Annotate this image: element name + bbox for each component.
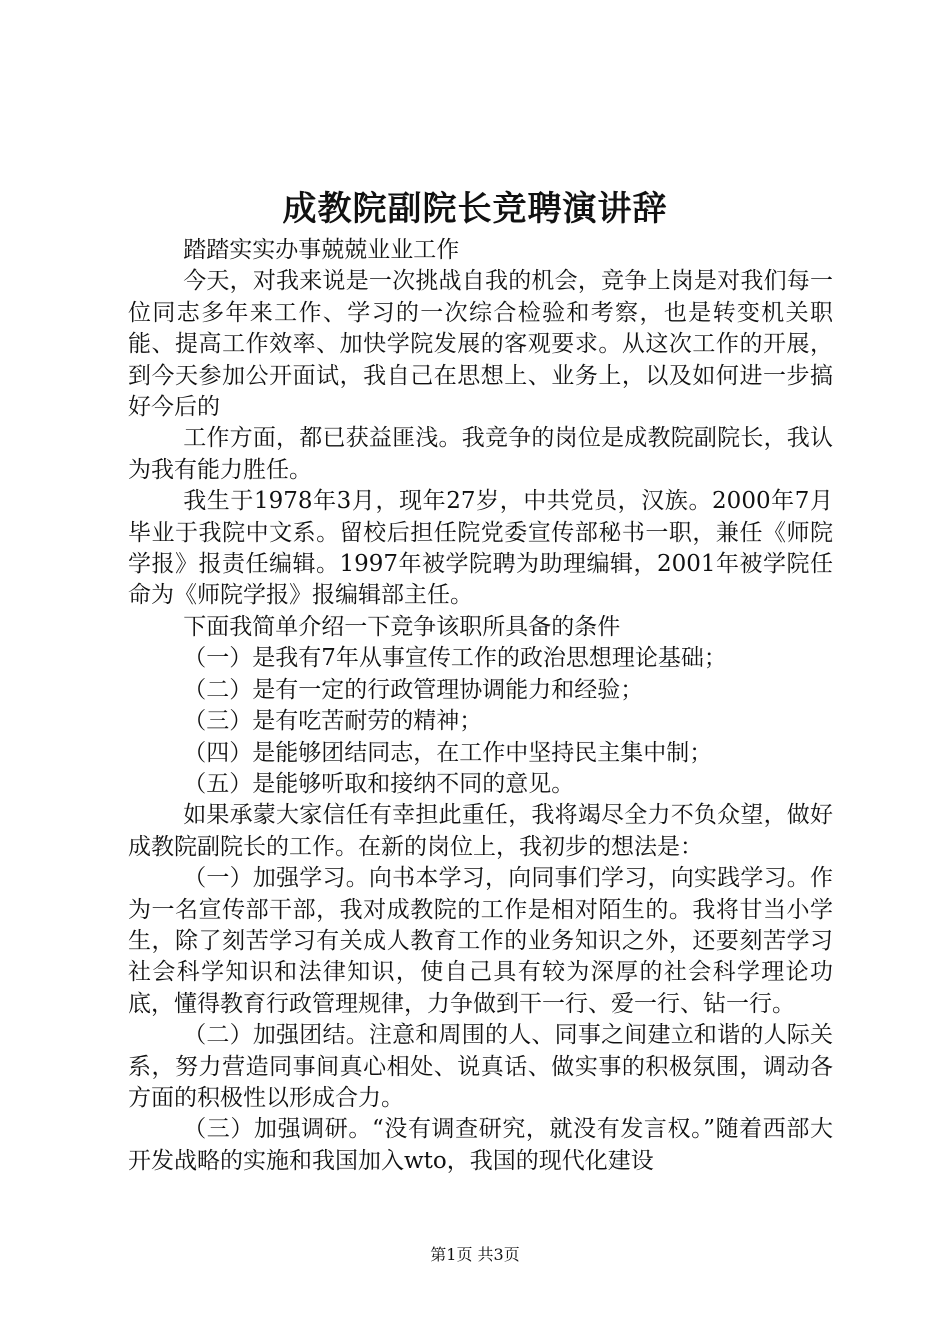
paragraph: 我生于1978年3月，现年27岁，中共党员，汉族。2000年7月毕业于我院中文系。留校后担任院党委宣传部秘书一职，兼任《师院学报》报责任编辑。1997年被学院聘为助理编辑，2001年被学院任命为《师院学报》报编辑部主任。 — [128, 488, 833, 609]
list-item: （二）是有一定的行政管理协调能力和经验； — [183, 676, 644, 703]
paragraph: 如果承蒙大家信任有幸担此重任，我将竭尽全力不负众望，做好成教院副院长的工作。在新的岗位上，我初步的想法是： — [128, 802, 833, 860]
paragraph: （一）加强学习。向书本学习，向同事们学习，向实践学习。作为一名宣传部干部，我对成教院的工作是相对陌生的。我将甘当小学生，除了刻苦学习有关成人教育工作的业务知识之外，还要刻苦学习社会科学知识和法律知识，使自己具有较为深厚的社会科学理论功底，懂得教育行政管理规律，力争做到干一行、爱一行、钻一行。 — [128, 865, 833, 1017]
list-item: （五）是能够听取和接纳不同的意见。 — [183, 770, 575, 797]
document-body — [128, 235, 833, 1177]
paragraph: 工作方面，都已获益匪浅。我竞争的岗位是成教院副院长，我认为我有能力胜任。 — [128, 425, 833, 483]
paragraph: （二）加强团结。注意和周围的人、同事之间建立和谐的人际关系，努力营造同事间真心相处、说真话、做实事的积极氛围，调动各方面的积极性以形成合力。 — [128, 1022, 833, 1111]
document-title: 成教院副院长竞聘演讲辞 — [282, 189, 668, 229]
list-item: （一）是我有7年从事宣传工作的政治思想理论基础； — [183, 645, 727, 672]
list-item: （三）是有吃苦耐劳的精神； — [183, 708, 483, 735]
paragraph: 下面我简单介绍一下竞争该职所具备的条件 — [183, 613, 621, 640]
paragraph: 踏踏实实办事兢兢业业工作 — [183, 237, 460, 263]
paragraph: 今天，对我来说是一次挑战自我的机会，竞争上岗是对我们每一位同志多年来工作、学习的一次综合检验和考察，也是转变机关职能、提高工作效率、加快学院发展的客观要求。从这次工作的开展，到今天参加公开面试，我自己在思想上、业务上，以及如何进一步搞好今后的 — [128, 268, 833, 421]
paragraph: （三）加强调研。“没有调查研究，就没有发言权。”随着西部大开发战略的实施和我国加入wto，我国的现代化建设 — [128, 1116, 833, 1174]
list-item: （四）是能够团结同志，在工作中坚持民主集中制； — [183, 739, 713, 766]
page-number-footer: 第1页 共3页 — [430, 1245, 520, 1264]
